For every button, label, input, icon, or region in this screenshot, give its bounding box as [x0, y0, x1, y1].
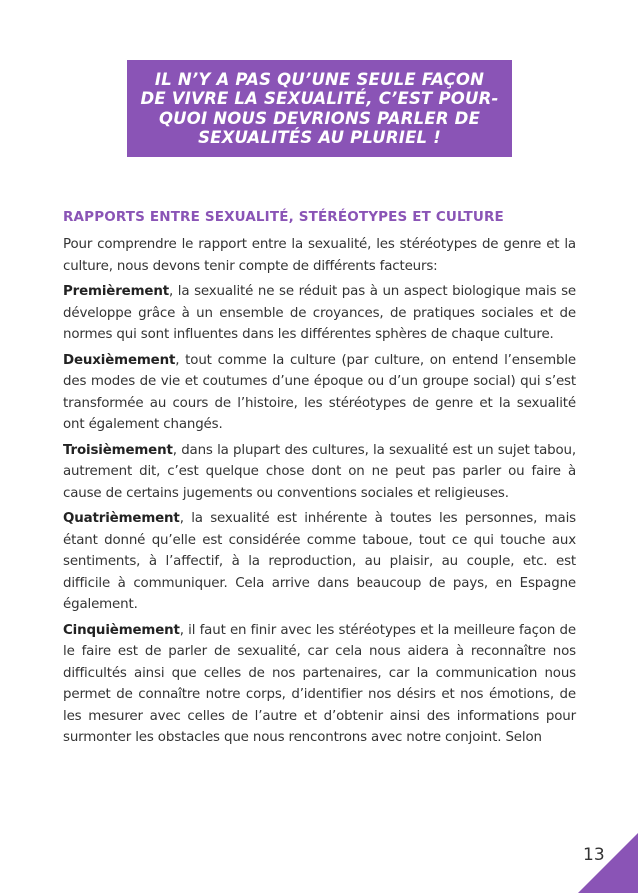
callout-line: IL N’Y A PAS QU’UNE SEULE FAÇON	[154, 69, 485, 89]
intro-paragraph: Pour comprendre le rapport entre la sexualité, les stéréotypes de genre et la culture, nous devons tenir compte de différents facteurs:	[63, 237, 576, 274]
paragraph-cinquiemement	[63, 620, 576, 749]
section-title: RAPPORTS ENTRE SEXUALITÉ, STÉRÉOTYPES ET CULTURE	[63, 209, 504, 225]
page-number: 13	[583, 845, 605, 865]
main-content	[63, 207, 576, 753]
paragraph-lead: Troisièmement	[63, 442, 173, 458]
paragraph-lead: Premièrement	[63, 284, 169, 299]
callout-banner	[127, 60, 512, 157]
paragraph-lead: Cinquièmement	[63, 622, 180, 638]
callout-line: DE VIVRE LA SEXUALITÉ, C’EST POUR-	[140, 89, 499, 108]
corner-decoration	[578, 833, 638, 893]
callout-line: QUOI NOUS DEVRIONS PARLER DE	[158, 108, 481, 128]
paragraph-text: , la sexualité est inhérente à toutes les personnes, mais étant donné qu’elle est considérée comme taboue, tout ce qui touche aux sentiments, à l’affectif, à la reproduction, au plaisir, au couple, etc. est difficile à communiquer. Cela arrive dans beaucoup de pays, en Espagne également.	[63, 511, 576, 612]
paragraph-quatriemement	[63, 508, 576, 616]
paragraph-text: , tout comme la culture (par culture, on entend l’ensemble des modes de vie et coutumes d’une époque ou d’un groupe social) qui s’est transformée au cours de l’histoire, les stéréotypes de genre et la sexualité ont également changés.	[63, 352, 576, 432]
paragraph-text: , la sexualité ne se réduit pas à un aspect biologique mais se développe grâce à un ensemble de croyances, de pratiques sociales et de normes qui sont influentes dans les différentes sphères de chaque culture.	[63, 284, 576, 342]
paragraph-lead: Quatrièmement	[63, 511, 180, 526]
paragraph-text: , dans la plupart des cultures, la sexualité est un sujet tabou, autrement dit, c’est quelque chose dont on ne peut pas parler ou faire à cause de certains jugements ou conventions sociales et religieuses.	[63, 442, 576, 501]
paragraph-premierement	[63, 281, 576, 346]
paragraph-lead: Deuxièmement	[63, 352, 176, 368]
callout-line: SEXUALITÉS AU PLURIEL !	[198, 128, 441, 147]
paragraph-deuxiemement	[63, 350, 576, 436]
callout-text	[140, 70, 498, 148]
paragraph-text: , il faut en finir avec les stéréotypes et la meilleure façon de le faire est de parler de sexualité, car cela nous aidera à reconnaître nos difficultés ainsi que celles de nos partenaires, car la communication nous permet de connaître notre corps, d’identifier nos désirs et nos émotions, de les mesurer avec celles de l’autre et d’obtenir ainsi des informations pour surmonter les obstacles que nous rencontrons avec notre conjoint. Selon	[63, 622, 576, 745]
paragraph-troisiemement	[63, 440, 576, 505]
